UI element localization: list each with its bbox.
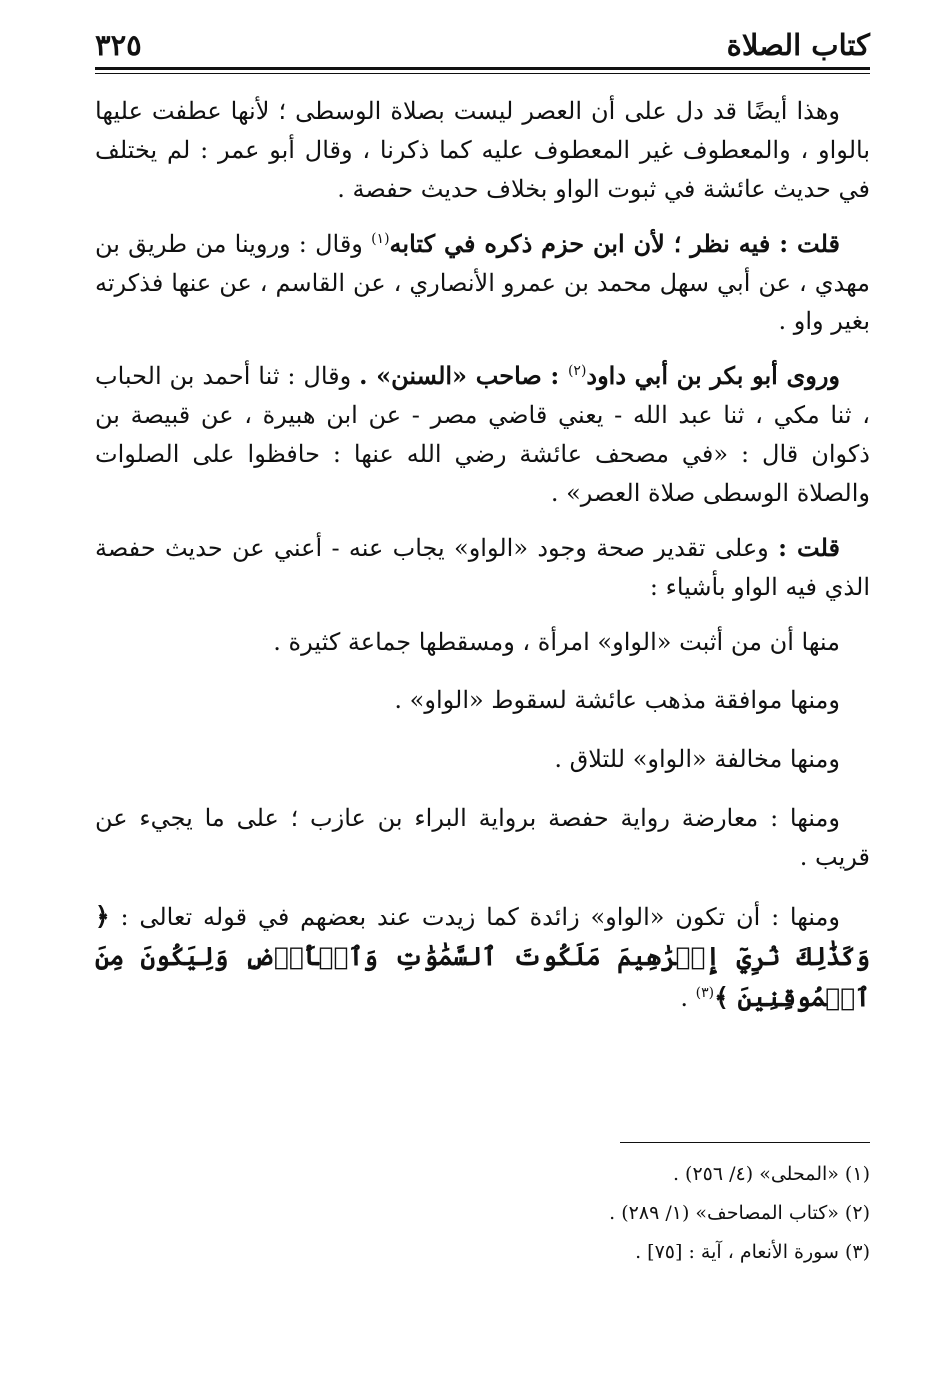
footnote-ref: (١) — [371, 230, 390, 247]
list-item: ومنها مخالفة «الواو» للتلاق . — [554, 745, 840, 774]
bold-lead-2: : صاحب «السنن» . — [359, 361, 568, 391]
header-rule-thin — [95, 73, 870, 74]
bold-lead: وروى أبو بكر بن أبي داود — [586, 361, 841, 391]
paragraph-text: وهذا أيضًا قد دل على أن العصر ليست بصلاة الوسطى ؛ لأنها عطفت عليها بالواو ، والمعطوف غير المعطوف عليه كما ذكرنا ، وقال أبو عمر : لم يختلف في حديث عائشة في ثبوت الواو بخلاف حديث حفصة . — [95, 97, 870, 203]
page-header — [95, 22, 870, 66]
footnote: (٣) سورة الأنعام ، آية : [٧٥] . — [635, 1240, 870, 1263]
footnotes — [95, 1155, 870, 1272]
bold-lead: قلت : فيه نظر ؛ لأن ابن حزم ذكره في كتابه — [389, 228, 840, 258]
footnote: (٢) «كتاب المصاحف» (١/ ٢٨٩) . — [609, 1201, 870, 1224]
bold-lead: قلت : — [778, 532, 841, 562]
list-item: ومنها : معارضة رواية حفصة برواية البراء بن عازب ؛ على ما يجيء عن قريب . — [95, 804, 870, 871]
quran-verse: ﴿ وَكَذَٰلِكَ نُرِيٓ إِبۡرَٰهِيمَ مَلَكُوتَ ٱلسَّمَٰوَٰتِ وَٱلۡأَرۡضِ وَلِيَكُونَ مِنَ ٱلۡمُوقِنِينَ ﴾ — [95, 901, 870, 1012]
paragraph-text: وقال : وروينا من طريق بن مهدي ، عن أبي سهل محمد بن عمرو الأنصاري ، عن القاسم ، عن عنها فذكرته بغير واو . — [95, 229, 870, 336]
paragraph-text: وقال : ثنا أحمد بن الحباب ، ثنا مكي ، ثنا عبد الله - يعني قاضي مصر - عن ابن هبيرة ، عن قبيصة بن ذكوان قال : «في مصحف عائشة رضي الله عنها : حافظوا على الصلوات والصلاة الوسطى صلاة العصر» . — [95, 362, 871, 507]
paragraph-text: وعلى تقدير صحة وجود «الواو» يجاب عنه - أعني عن حديث حفصة الذي فيه الواو بأشياء : — [95, 533, 870, 601]
paragraph — [95, 529, 870, 607]
paragraph — [95, 225, 870, 342]
header-rule — [95, 67, 870, 70]
list-item: ومنها موافقة مذهب عائشة لسقوط «الواو» . — [394, 686, 840, 715]
footnote: (١) «المحلى» (٤/ ٢٥٦) . — [672, 1163, 870, 1185]
footnote-separator — [620, 1142, 870, 1143]
paragraph-end: . — [680, 983, 696, 1012]
footnote-ref: (٢) — [567, 363, 587, 380]
footnote-ref: (٣) — [695, 984, 715, 1001]
paragraph — [95, 357, 870, 513]
paragraph-text: ومنها : أن تكون «الواو» زائدة كما زيدت عند بعضهم في قوله تعالى : — [120, 902, 840, 931]
main-text — [95, 92, 870, 1034]
paragraph — [95, 92, 870, 209]
paragraph — [95, 897, 870, 1019]
running-title: كتاب الصلاة — [726, 28, 870, 62]
list-item: منها أن من أثبت «الواو» امرأة ، ومسقطها جماعة كثيرة . — [273, 627, 840, 656]
page-number: ٣٢٥ — [95, 28, 142, 62]
